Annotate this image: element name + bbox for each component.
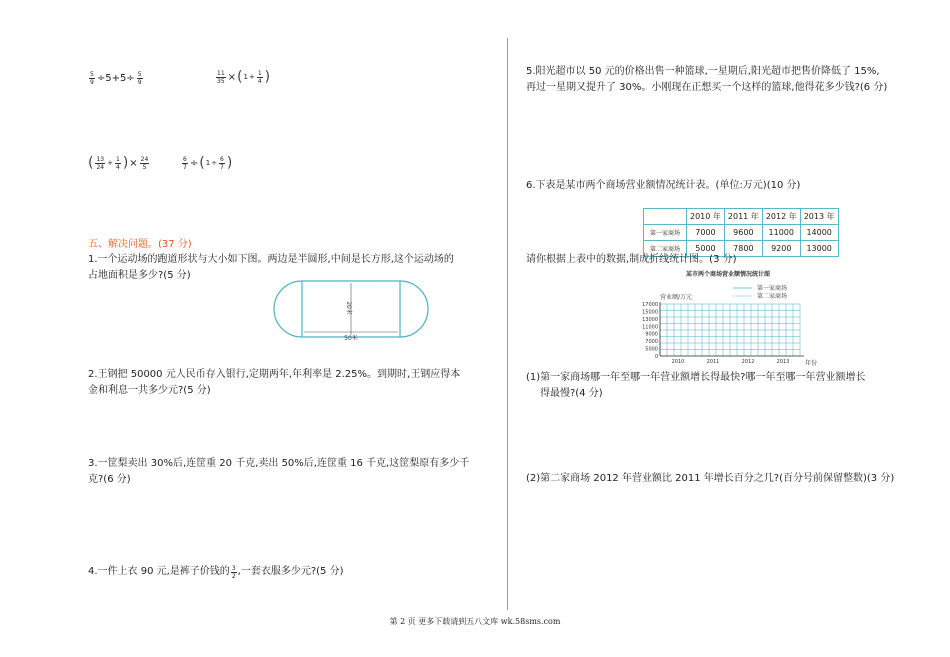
question-6-intro: 6.下表是某市两个商场营业额情况统计表。(单位:万元)(10 分) (526, 180, 801, 191)
x-tick-label: 2013 (776, 359, 790, 365)
fraction: $\frac{6}{7}$ (220, 155, 224, 171)
fraction: $\frac{11}{35}$ (217, 69, 225, 85)
chart-instruction: 请你根据上表中的数据,制成折线统计图。(3 分) (526, 254, 737, 265)
question-4: 4.一件上衣 90 元,是裤子价钱的 $\frac{3}{2}$ ,一套衣服多少元?(5 分) (88, 564, 344, 580)
y-tick-label: 0 (654, 354, 658, 360)
calc-expression-1: $\frac{5}{9}$ ÷5+5÷ $\frac{5}{9}$ (90, 71, 142, 86)
question-2: 2.王钢把 50000 元人民币存入银行,定期两年,年利率是 2.25%。到期时,王钢应得本 金和利息一共多少元?(5 分) (88, 369, 461, 396)
y-tick-label: 11000 (642, 324, 658, 331)
table-cell: 7000 (687, 225, 725, 241)
line-chart (630, 268, 820, 368)
fraction: $\frac{5}{9}$ (90, 71, 94, 86)
table-header-row (644, 209, 839, 225)
table-cell: 14000 (800, 225, 838, 241)
fraction: $\frac{3}{2}$ (231, 564, 236, 580)
fraction: $\frac{24}{5}$ (140, 155, 149, 171)
table-cell: 5000 (687, 241, 725, 257)
question-1: 1.一个运动场的跑道形状与大小如下图。两边是半圆形,中间是长方形,这个运动场的 占地面积是多少?(5 分) (88, 254, 454, 281)
y-tick-label: 9000 (645, 331, 658, 338)
question-6-sub1: (1)第一家商场哪一年至哪一年营业额增长得最快?哪一年至哪一年营业额增长 得最慢?(4 分) (526, 372, 866, 399)
calc-expression-3: ( $\frac{13}{24}$ + $\frac{1}{4}$ ) × $\frac{24}{5}$ (88, 155, 149, 171)
table-cell: 11000 (762, 225, 800, 241)
table-header-cell: 2012 年 (762, 209, 800, 225)
row-label: 第二家商场 (644, 241, 687, 257)
legend-label: 第一家商场 (757, 285, 788, 292)
fraction: $\frac{1}{4}$ (257, 69, 262, 85)
table-cell: 13000 (800, 241, 838, 257)
fraction: $\frac{13}{24}$ (96, 155, 105, 171)
table-header-cell (644, 209, 687, 225)
question-6-sub2: (2)第二家商场 2012 年营业额比 2011 年增长百分之几?(百分号前保留整数)(3 分) (526, 473, 895, 484)
height-label: 20米 (345, 301, 352, 315)
width-label: 50米 (344, 335, 358, 342)
table-cell: 9200 (762, 241, 800, 257)
table-header-cell: 2010 年 (687, 209, 725, 225)
sales-table (643, 208, 839, 257)
table-header-cell: 2013 年 (800, 209, 838, 225)
row-label: 第一家商场 (644, 225, 687, 241)
page-footer: 第 2 页 更多下载请到五八文库 wk.58sms.com (389, 617, 561, 626)
y-tick-label: 13000 (642, 316, 658, 323)
x-tick-label: 2011 (706, 359, 720, 365)
section-title: 五、解决问题。(37 分) (88, 239, 192, 250)
y-tick-labels (642, 302, 658, 360)
x-tick-label: 2012 (741, 359, 755, 365)
question-3: 3.一筐梨卖出 30%后,连筐重 20 千克,卖出 50%后,连筐重 16 千克,这筐梨原有多少千 克?(6 分) (88, 458, 470, 485)
fraction: $\frac{1}{4}$ (115, 155, 120, 171)
fraction: $\frac{5}{9}$ (137, 71, 142, 86)
y-tick-label: 5000 (645, 346, 658, 353)
y-tick-label: 17000 (642, 302, 658, 308)
y-axis-title: 营业额/万元 (660, 294, 693, 301)
table-cell: 9600 (724, 225, 762, 241)
legend-label: 第二家商场 (757, 293, 788, 300)
column-divider (507, 38, 508, 610)
fraction: $\frac{6}{7}$ (183, 155, 187, 171)
y-tick-label: 15000 (642, 309, 658, 316)
x-tick-labels (672, 359, 790, 365)
table-header-cell: 2011 年 (724, 209, 762, 225)
question-5: 5.阳光超市以 50 元的价格出售一种篮球,一星期后,阳光超市把售价降低了 15%, 再过一星期又提升了 30%。小刚现在正想买一个这样的篮球,他得花多少钱?(6 分) (526, 66, 888, 93)
x-axis-title: 年份 (805, 360, 818, 367)
table-row (644, 225, 839, 241)
calc-expression-4: $\frac{6}{7}$ ÷ ( 1 ÷ $\frac{6}{7}$ ) (183, 155, 233, 171)
calc-expression-2: $\frac{11}{35}$ × ( 1 + $\frac{1}{4}$ ) (217, 69, 271, 85)
x-tick-label: 2010 (671, 359, 685, 365)
chart-grid (660, 302, 804, 356)
track-diagram (270, 278, 430, 344)
chart-title: 某市两个商场营业额情况统计图 (685, 271, 771, 278)
y-tick-label: 7000 (645, 339, 658, 346)
table-cell: 7800 (724, 241, 762, 257)
